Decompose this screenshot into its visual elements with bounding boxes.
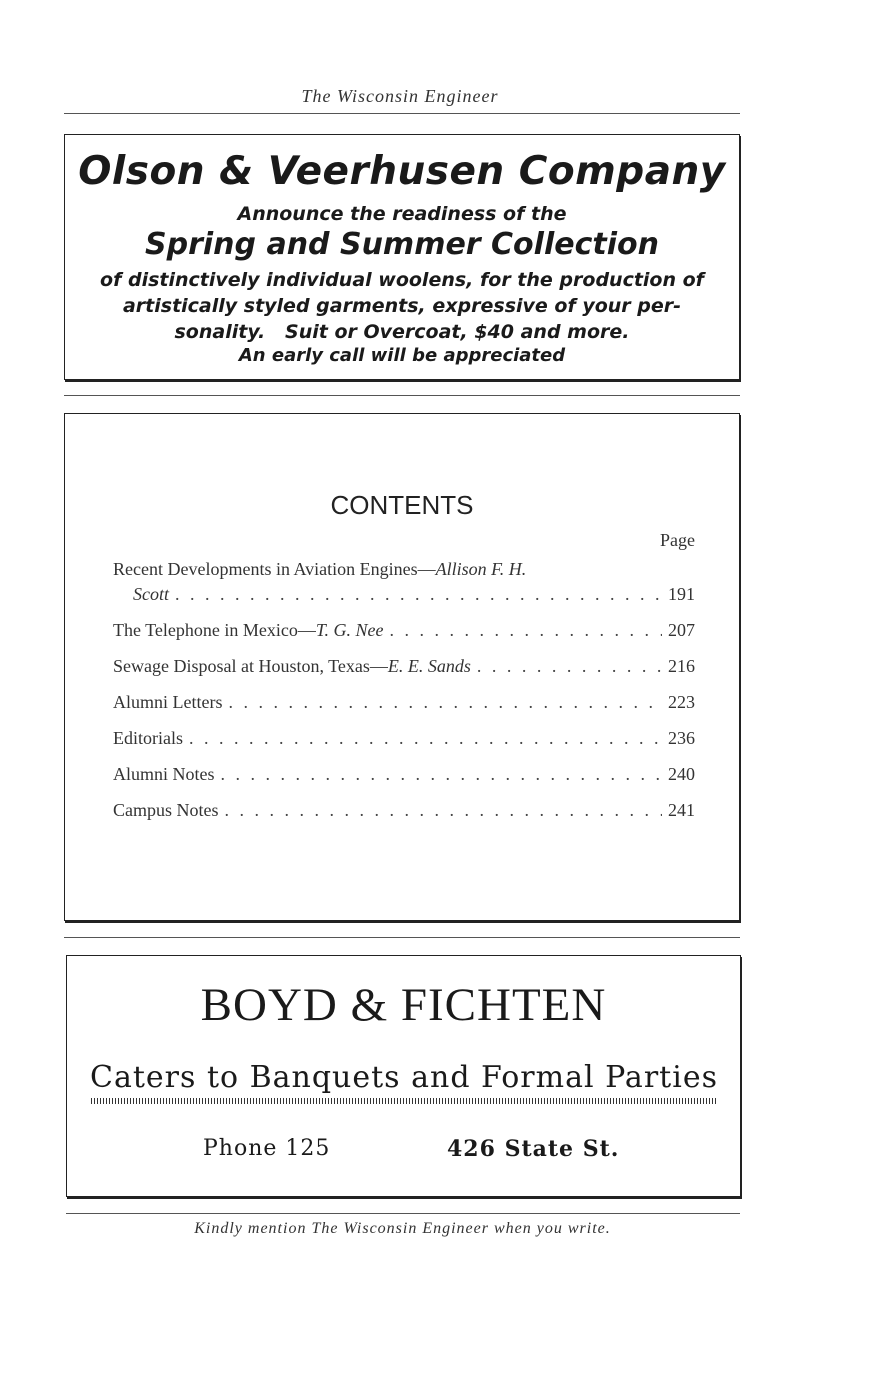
ad-body-line: sonality. Suit or Overcoat, $40 and more.	[174, 321, 630, 343]
toc-entry-author: E. E. Sands	[387, 656, 471, 676]
dot-leader	[390, 621, 662, 640]
toc-page-number: 236	[668, 728, 695, 748]
dot-leader	[189, 729, 662, 748]
ad-tagline: Caters to Banquets and Formal Parties	[90, 1060, 718, 1095]
ad-address: 426 State St.	[447, 1136, 620, 1162]
divider-top	[64, 113, 740, 114]
toc-entry-author: Allison F. H.	[435, 559, 527, 579]
ad-announce-line: Announce the readiness of the	[237, 203, 567, 225]
ad-body-line: artistically styled garments, expressive of your per-	[122, 295, 682, 317]
ad-business-name: BOYD & FICHTEN	[200, 979, 607, 1031]
dot-leader	[175, 585, 662, 604]
toc-entry[interactable]	[113, 693, 695, 712]
toc-entry-author: Scott	[133, 584, 169, 604]
toc-page-number: 207	[668, 620, 695, 640]
toc-entry[interactable]	[113, 560, 695, 604]
toc-entry[interactable]	[113, 765, 695, 784]
divider	[64, 395, 740, 396]
toc-entry-title: Alumni Notes	[113, 764, 215, 784]
toc-entry-title: Alumni Letters	[113, 692, 223, 712]
dot-leader	[225, 801, 663, 820]
toc-entry-title: Recent Developments in Aviation Engines—	[113, 559, 436, 579]
dot-leader	[228, 693, 662, 712]
toc-page-number: 240	[668, 764, 695, 784]
boyd-fichten-advertisement	[66, 955, 741, 1197]
ad-closing-line: An early call will be appreciated	[238, 345, 566, 366]
toc-page-number: 216	[668, 656, 695, 676]
running-head: The Wisconsin Engineer	[301, 86, 499, 106]
toc-entry[interactable]	[113, 729, 695, 748]
page-column-label: Page	[660, 530, 695, 550]
toc-entry-title: The Telephone in Mexico—	[113, 620, 316, 640]
contents-box	[64, 413, 740, 921]
ad-body-line: of distinctively individual woolens, for the production of	[100, 269, 704, 291]
ad-company-name: Olson & Veerhusen Company	[78, 149, 726, 194]
toc-entry[interactable]	[113, 801, 695, 820]
ad-phone: Phone 125	[203, 1136, 331, 1161]
dot-leader	[221, 765, 663, 784]
toc-entry-title: Campus Notes	[113, 800, 219, 820]
toc-entry[interactable]	[113, 621, 695, 640]
ad-collection-title: Spring and Summer Collection	[145, 227, 659, 262]
table-of-contents	[113, 560, 695, 837]
toc-page-number: 223	[668, 692, 695, 712]
contents-title: CONTENTS	[330, 490, 474, 520]
footer-note: Kindly mention The Wisconsin Engineer when you write.	[194, 1220, 611, 1237]
decorative-rule	[91, 1098, 718, 1104]
toc-entry-title: Editorials	[113, 728, 183, 748]
dot-leader	[477, 657, 662, 676]
toc-entry[interactable]	[113, 657, 695, 676]
divider-bottom	[66, 1213, 740, 1214]
olson-veerhusen-advertisement	[64, 134, 740, 380]
divider	[64, 937, 740, 938]
toc-entry-author: T. G. Nee	[315, 620, 384, 640]
toc-page-number: 191	[668, 584, 695, 604]
toc-entry-title: Sewage Disposal at Houston, Texas—	[113, 656, 388, 676]
toc-page-number: 241	[668, 800, 695, 820]
